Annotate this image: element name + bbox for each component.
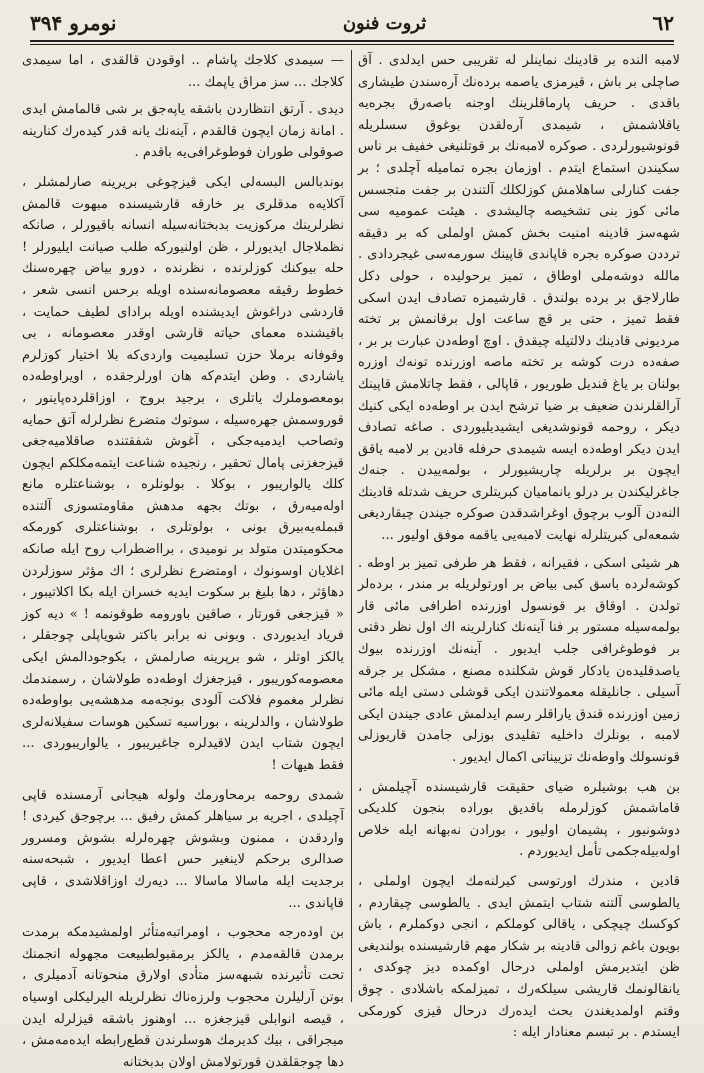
- paragraph: قادین ، مندرك اورتوسی کیرلنه‌مك ایچون اولملی ، یالطوسی آلتنه شتاب ایتمش ایدی . یالطوسی چیقاردم ، کوکسك چیچکی ، یاقالی کوملکم ، انجی دوکملرم ، باش بویون باغم زوالی قادینه بر شکار مهم قارشیسنده بولندیغی ظن ایتدیرمش اولملی درحال اوکمده دیز چوکدی ، یانقالونمك قاریشی سیلکه‌رك ، تمیزلمکه باشلادی . چوق وقتم اولمدیغندن بحث ایده‌رك درحال قیزی کورمکی ایستدم . بر تبسم معنادار ایله :: [358, 873, 680, 1041]
- paragraph: شمدی روحمه برمحاورمك ولوله هیجانی آرمسنده قاپی آچیلدی ، اجریه بر سیاهلر کمش رفیق ... برچوجق کیردی ! واردقدن ، ممنون وبشوش چهره‌لرله بشوش ومسرور صدالری برحکم لاینغیر حس اعطا ایدیور ، شبحه‌سنه برجدیت ایله ماسالا ماسالا ... دیه‌رك اوزاقلاشدی ، قاپی قاپاندی ...: [22, 787, 344, 911]
- paragraph: بن اوده‌رجه محجوب ، اومراتبه‌متأثر اولمشیدمکه برمدت برمدن قالقه‌مدم ، یالکز برمقبولطبیعت مجهوله انجمنك تحت تأثیرنده شبهه‌سز متأدی اولارق منحوتانه آدمیلری ، بوتن آرلیلرن محجوب ولرزه‌ناك نظرلریله الیرلیکلی اوسیاه ، قیصه انوابلی قیزجغزه ... اوهنوز باشقه قیزلرله ایدن میجراقی ، بیك کدیرمك هوسلرندن قطع‌رابطه ایده‌مه‌مش ، دها چوجقلقدن قورتولامش اولان بدبختانه: [22, 925, 344, 1070]
- column-divider: [351, 50, 352, 1002]
- page-number: ٦٢: [652, 11, 674, 35]
- left-column: [22, 50, 344, 1070]
- header-rule: [30, 40, 674, 45]
- paragraph: دیدی . آرتق انتظاردن باشقه یاپه‌جق بر شی قالمامش ایدی . امانة زمان ایچون قالقدم ، آینه‌نك یانه قدر کیده‌رك کنارینه صوقولی طوران فوطوغرافی‌یه باقدم .: [22, 102, 344, 161]
- paragraph: لامبه النده بر قادینك نماینلر له تقریبی حس ایدلدی . آق صاچلی بر باش ، قیرمزی یاصمه برده‌نك آره‌سندن طیشاری باقدی . حریف پارماقلرینك اوجنه باصه‌رق بجره‌یه یاقلاشمش ، شیمدی آره‌لقدن بوغوق سسلریله قونوشیورلردی . صوکره لامبه‌نك بر قوتلنیغی خفیف بر ناس سکیندن استماع ایتدم . اوزمان بجره تمامیله آچلدی ؛ بر جفت کنارلی ساهلامش کوزلکلك آلتندن بر جفت متجسس مائی کوز بنی تشخیصه چالیشدی . هیئت عمومیه‌ سی شهه‌سز قادینه امنیت بخش کمش اولملی که بر دقیقه ترددن صوکره بجره قاپاندی قاپینك سورمه‌سی غیجردادی . مالله دوشه‌ملی اوطاق ، تمیز برحولیده ، حولی دکل طارلاجق بر برده بولندق . قارشیمزه تصادف ایدن اسکی فقط تمیز ، حتی بر قچ ساعت اول برقانمش بر تخته مردیونی قادینك دلالتیله چیقدق . اوچ اوطه‌دن عبارت بر بر ، صفه‌ده درت کوشه بر تخته ماصه اوزرنده تونه‌ك اوزره بولنان بر یاغ قندیل طوریور ، قاپالی ، فقط چاتلامش قاپینك آرالقلرندن ضعیف بر ضیا ترشح ایدن بر اوطه‌ده ایکی کنیك دیکر ، روحمه قونوشدیغی ایشیدیلیوردی . صاغه تصادف ایدن دیکر اوطه‌ده ایسه شیمدی حرفله قادین بر لامبه یاقق ایچون بر برلریله چاریشیورلر ، بولمه‌ییدن . جنه‌ك جاغرلیکندن بر درلو یانمامیان کبریتلری حریف شدتله قادینك النه‌دن آلوب برچوق اوغراشدقدن صوکره جیندن چیقاردیغی شمعه‌لی کبریتلرله نهایت لامبه‌یی یاقمه موفق اولیور ...: [358, 53, 680, 544]
- right-column: [358, 50, 680, 1041]
- paragraph: بن هب بوشیلره ضیای حقیقت قارشیسنده آچیلمش ، قاماشمش کوزلرمله باقدیق بوراده بنجون کلدیکی دوشونیور ، پشیمان اولیور ، بورادن نه‌بهانه ایله خلاص اوله‌بیله‌جکمی تأمل ایدیوردم .: [358, 779, 680, 860]
- paragraph: بوندبالس البسه‌لی ایکی قیزچوغی بریرینه صارلمشلر ، آکلایه‌ه مدقلری بر خارقه قارشیسنده مبهوت قالمش نظرلرینك مرکوزیت بدبختانه‌سیله انسانه باقیورلر ، صانکه نظملاجال ایدیورلر ، ظن اولنیورکه طلب صیانت ایلیورلر ! حله بیوکنك کوزلرنده ، نظرنده ، دورو بیاض چهره‌سنك خطوط رقیقه معصومانه‌سنده اویله برحس انسی شعر ، قاردشی دراغوش ایدیشنده اویله برادای لطیف حمایت ، باقیشنده معمای حیاته قارشی اوقدر معصومانه ، بی‌ وقوفانه برملا حزن تسلیمیت واردی‌که بلا اختیار کوزلرم یاشاردی . وطن ایتدم‌که هان اورلرجقده ، اویراوطه‌ده بومعصوملرك یاتلری ، برجید بروج ، اوزاقلرده‌پاینور ، قوروسمش جهره‌سیله ، سوتوك متضرع نظرلرله آتق حمایه وتصاحب ایدمیه‌جکی ، آغوش شفقتنده صاقلامیه‌جغی قیزجغزنی پامال تحقیر ، رنجیده شناعت ایتمه‌مکلکم ایچون کلك یالواریبور ، بوکلا . بولونلره ، بوشناعتلره مانع اوله‌میه‌رق ، بوتك بجهه مدهش مقاومتسوزی آلتنده قبمله‌یه‌بیرق بونی ، بولوتلری ، بوشناعتلری کورمکه محکومیتدن متولد بر نومیدی ، برااضطراب روح ایله صانکه اغلایان او‌سونوك ، اومتضرع نظرلری ؛ اك مؤثر سوزلردن دهاؤثر ، دها بلیغ بر سکوت ایدیه خسران ایله بکا اکلاتیبور ، « قیزجغی قورتار ، صاقین باورومه طوقونمه ! » دیه کوز فریاد ایدیوردی . وبونی نه برابر باکتر شویاپلی چوجقلر ، یالکز اوتلر ، شو برپرینه صارلمش ، یکوجودالمش ایکی معصومه‌کوریبور ، قیزجغزك اوطه‌ده طولاشان ، رسمندمك نظرلر مغموم فلاکت آلودی بونجه‌مه مدهشه‌یی بواوطه‌ده طولاشان ، والدلرینه ، بوراسیه تسکین هوسات سفیلانه‌لری ایچون شتاب ایدن لاقیدلره جاغیریبور ، یالواریبوردی ... فقط هیهات !: [22, 174, 344, 773]
- paragraph: هر شیئی اسکی ، فقیرانه ، فقط هر طرفی تمیز بر اوطه . کوشه‌لرده باسق کبی بیاض بر اورتولریله بر مندر ، برده‌لر تولدن . اوقاق بر قونسول اوزرنده اطرافی مائی قار بولمه‌سیله مستور بر فنا آینه‌نك کنارلرینه اك اول نظر دقتی بر فوطوغرافی جلب ایدیور . آینه‌نك اوزرنده بیوك یاصدقلیده‌ن یادکار قوش شکلنده مصنع ، مشکل بر جرقه آسیلی . جانلیقله معمولاتندن ایکی قوشلی دستی ایله مائی زمین اوزرنده قندق یاراقلر رسم ایدلمش عادی جیندن ایکی لامبه ، بونلرك داخلیه تقلیدی بوزلی جامدن قاریوزلی قونسولك واوطه‌نك تزییناتی اکمال ایدیور .: [358, 555, 680, 765]
- issue-number: نومرو ۳۹۴: [30, 11, 117, 35]
- paragraph: — سیمدی کلاجك پاشام .. اوقودن قالقدی ، اما سیمدی کلاجك ... سز مراق یاپمك ...: [22, 53, 344, 90]
- journal-title: ثروت فنون: [342, 12, 427, 34]
- page-header: [30, 8, 674, 38]
